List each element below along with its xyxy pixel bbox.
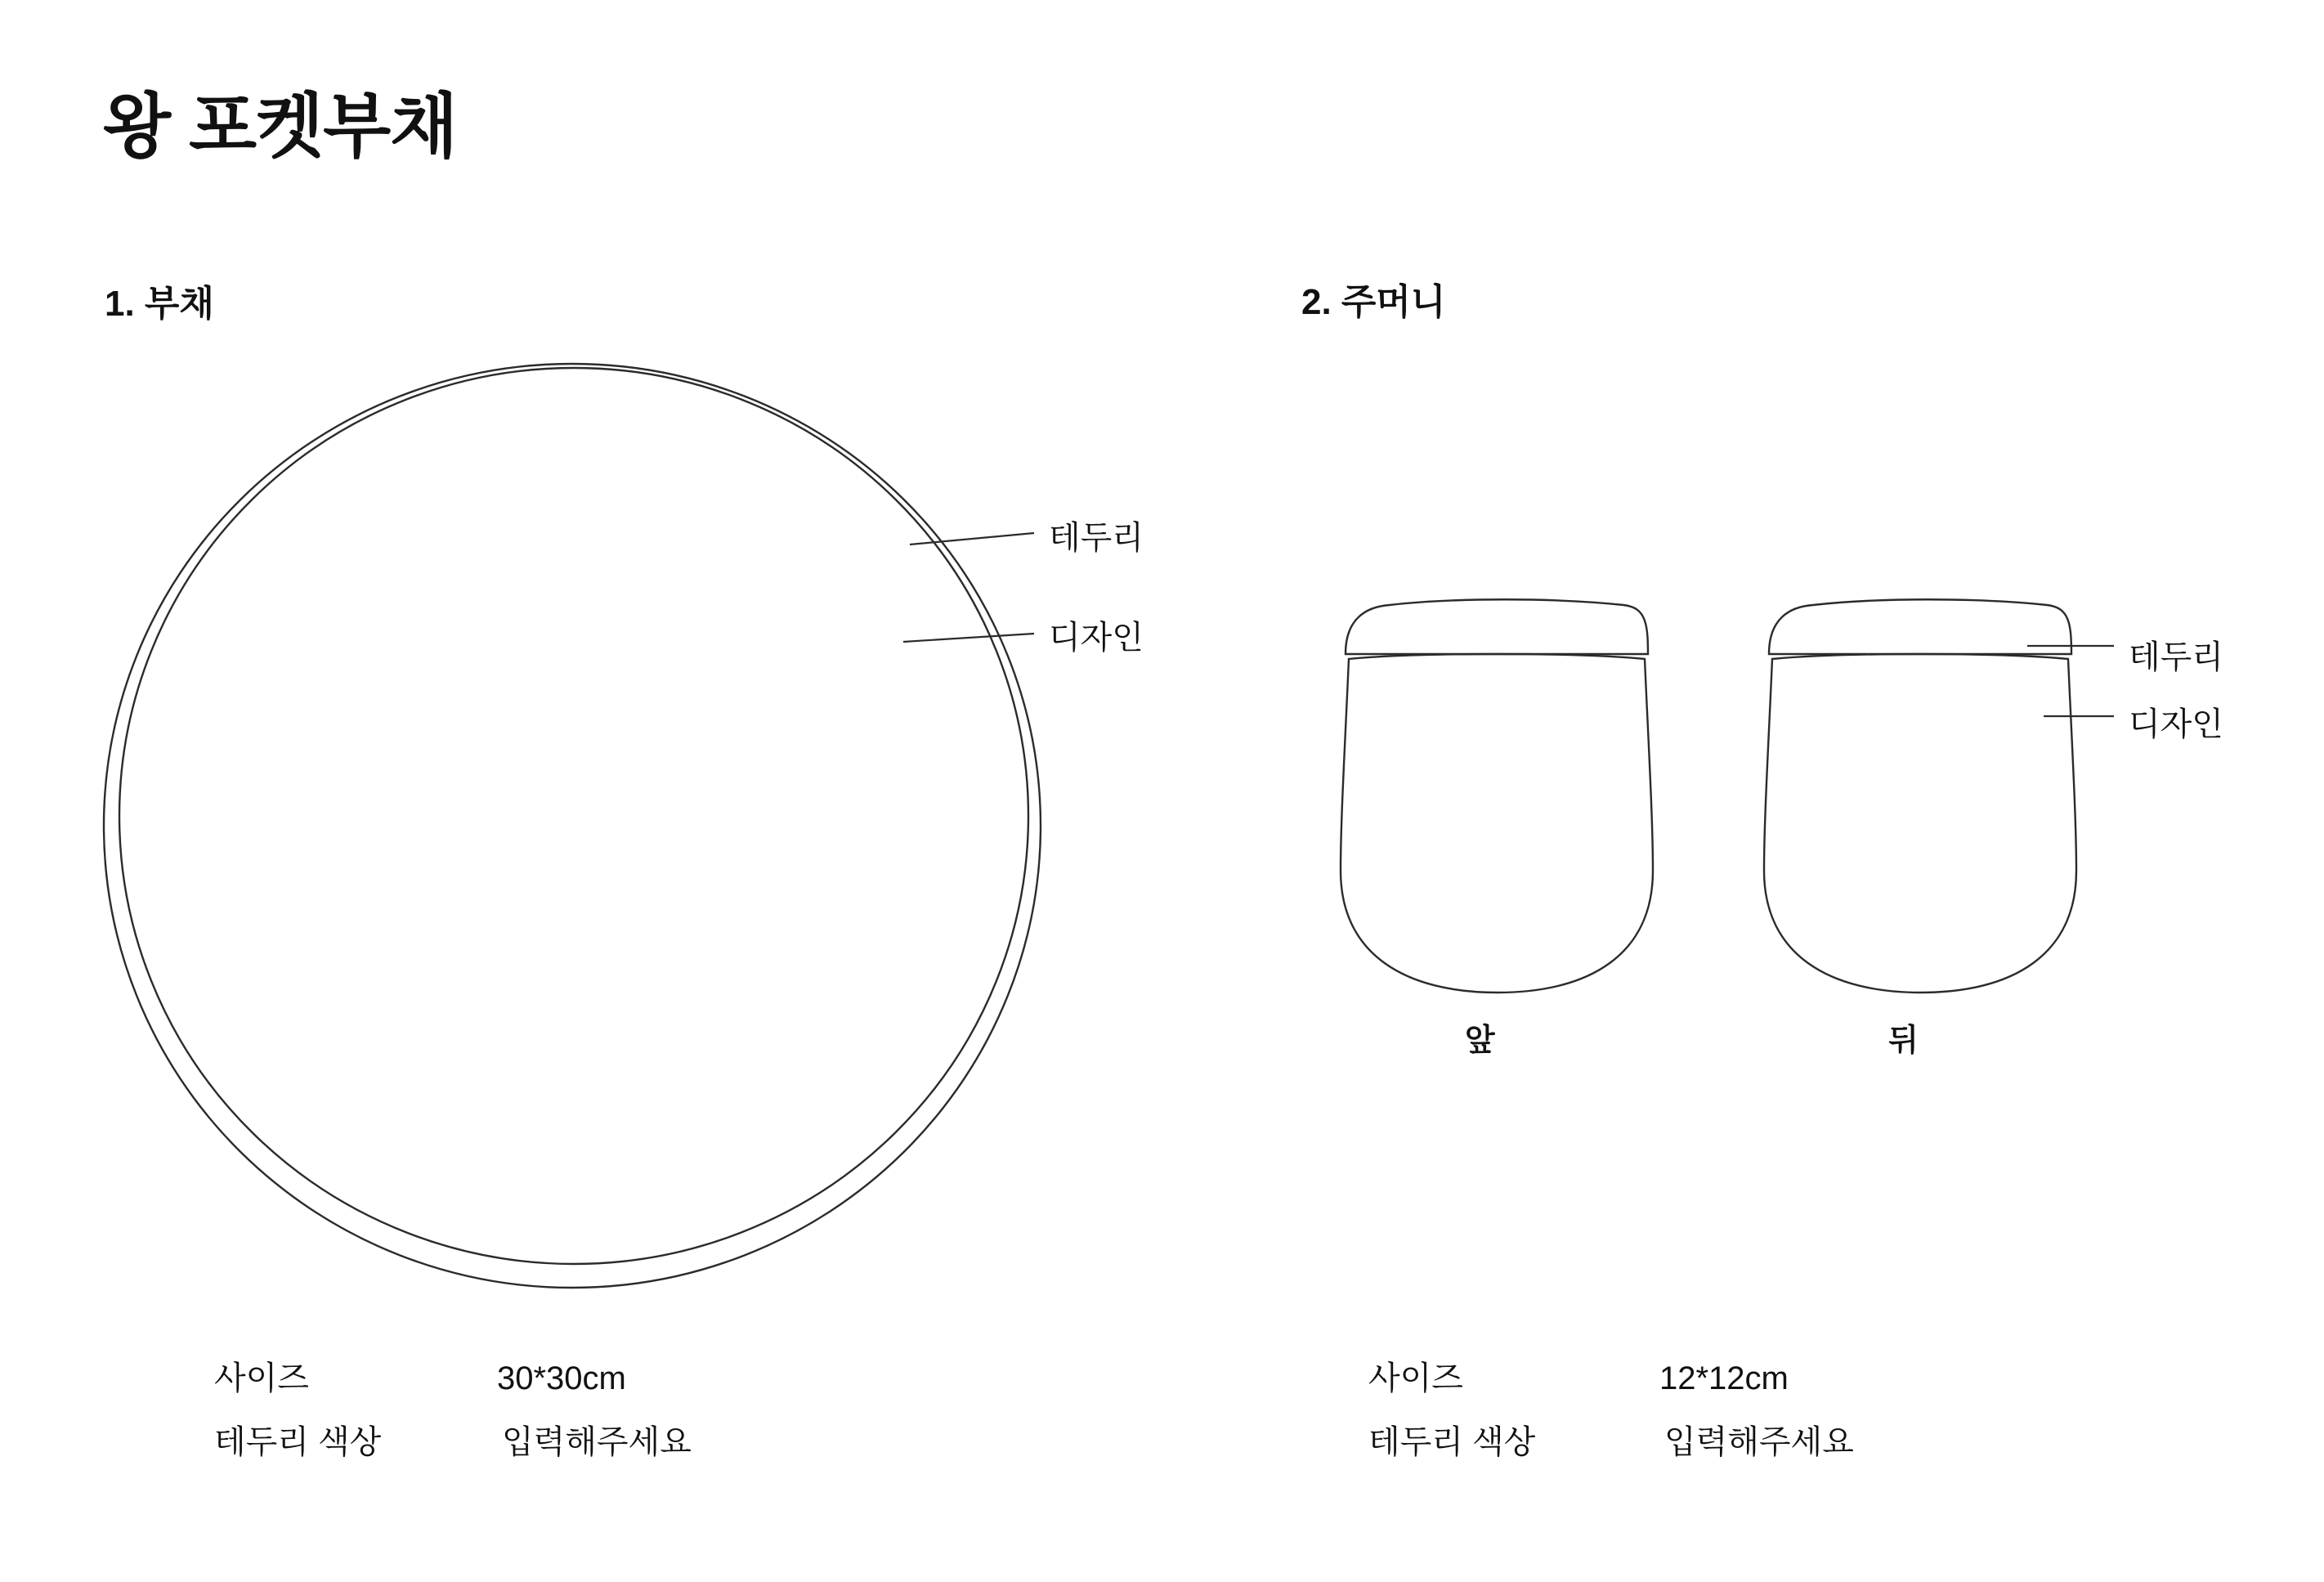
fan-inner-design-shape xyxy=(119,368,1028,1264)
fan-spec-border-color-key: 테두리 색상 xyxy=(214,1424,382,1460)
fan-spec-row-border-color xyxy=(214,1426,692,1459)
pouch-design-callout-label: 디자인 xyxy=(2129,706,2223,742)
fan-border-leader-line xyxy=(910,533,1034,545)
pouch-spec-table xyxy=(1368,1362,1854,1459)
pouch-back-view-caption: 뒤 xyxy=(1888,1024,1919,1058)
fan-border-callout-label: 테두리 xyxy=(1049,520,1144,556)
fan-outer-border-shape xyxy=(104,364,1041,1288)
fan-spec-border-color-value[interactable]: 입력해주세요 xyxy=(502,1424,692,1460)
fan-design-leader-line xyxy=(903,634,1034,642)
pouch-front-outer-border-shape xyxy=(1346,599,1648,654)
pouch-spec-size-value: 12*12cm xyxy=(1659,1360,1789,1396)
pouch-spec-border-color-key: 테두리 색상 xyxy=(1368,1424,1536,1460)
fan-spec-table xyxy=(214,1362,692,1459)
pouch-spec-row-size xyxy=(1368,1362,1854,1395)
section-heading-fan: 1. 부채 xyxy=(105,284,214,324)
pouch-back-body-shape xyxy=(1764,654,2076,993)
section-heading-pouch: 2. 주머니 xyxy=(1301,282,1446,322)
fan-design-callout-label: 디자인 xyxy=(1049,620,1144,656)
pouch-spec-border-color-value[interactable]: 입력해주세요 xyxy=(1664,1424,1854,1460)
pouch-back-outer-border-shape xyxy=(1769,599,2071,654)
pouch-spec-row-border-color xyxy=(1368,1426,1854,1459)
fan-spec-size-value: 30*30cm xyxy=(497,1360,626,1396)
pouch-spec-size-key: 사이즈 xyxy=(1368,1360,1463,1396)
pouch-border-callout-label: 테두리 xyxy=(2129,639,2223,675)
fan-spec-size-key: 사이즈 xyxy=(214,1360,309,1396)
fan-spec-row-size xyxy=(214,1362,692,1395)
pouch-front-body-shape xyxy=(1341,654,1653,993)
pouch-front-view-caption: 앞 xyxy=(1465,1024,1495,1058)
page-title: 왕 포켓부채 xyxy=(103,87,458,166)
